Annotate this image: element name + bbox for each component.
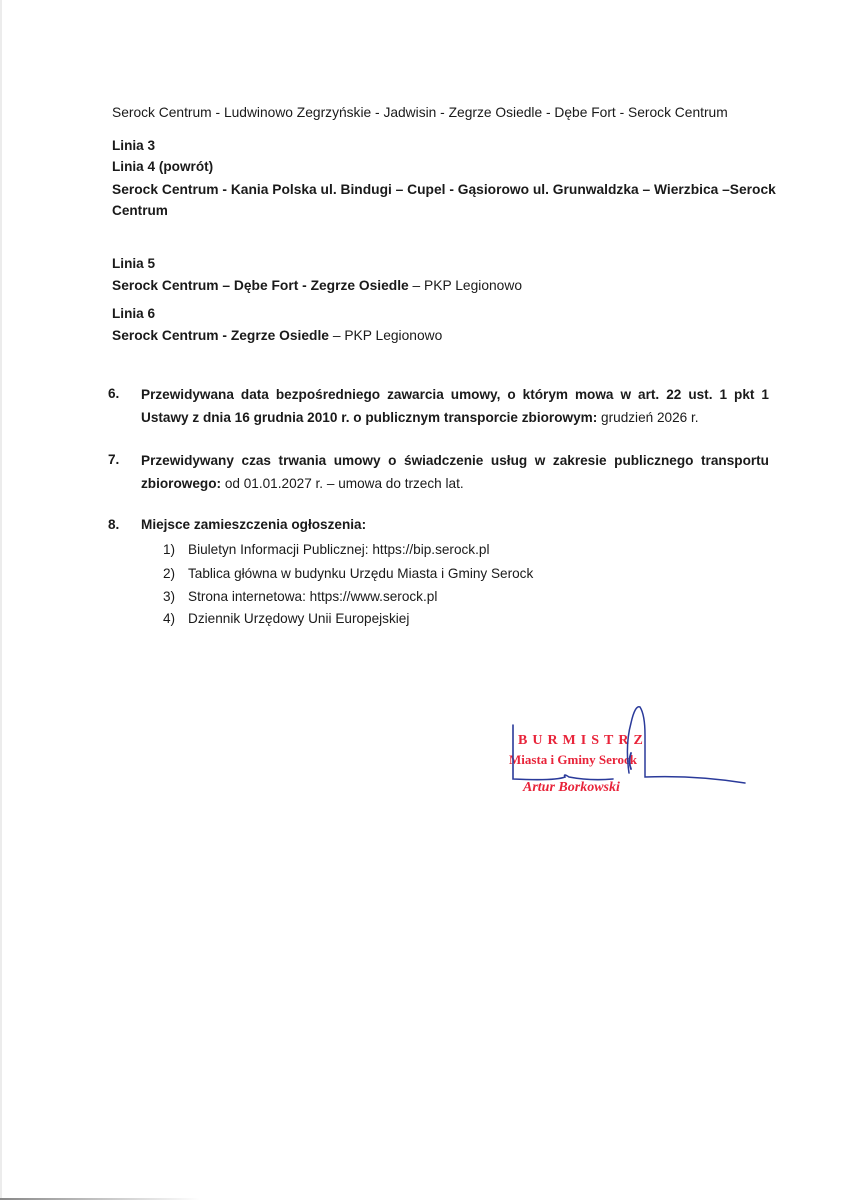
publication-place-item xyxy=(163,588,437,606)
line-3-label: Linia 3 xyxy=(112,138,156,153)
line-4-label: Linia 4 (powrót) xyxy=(112,159,214,174)
stamp-title: BURMISTRZ xyxy=(518,733,648,748)
route-line-6-stops: Serock Centrum - Zegrze Osiedle xyxy=(112,328,329,343)
route-line-5-stops: Serock Centrum – Dębe Fort - Zegrze Osiedle xyxy=(112,278,409,293)
item-text: Tablica główna w budynku Urzędu Miasta i Gminy Serock xyxy=(188,566,534,581)
route-line-3-4: Serock Centrum - Kania Polska ul. Bindugi – Cupel - Gąsiorowo ul. Grunwaldzka – Wierzbica –Serock xyxy=(112,182,776,197)
publication-place-item xyxy=(163,541,489,559)
item-text: Biuletyn Informacji Publicznej: https://bip.serock.pl xyxy=(188,542,490,557)
line-5-label: Linia 5 xyxy=(112,256,156,271)
item-text: Strona internetowa: https://www.serock.pl xyxy=(188,589,438,604)
stamp-subtitle: Miasta i Gminy Serock xyxy=(509,752,637,767)
item-number: 3) xyxy=(163,589,176,604)
section-7-value: od 01.01.2027 r. – umowa do trzech lat. xyxy=(221,476,464,491)
route-line-6 xyxy=(112,327,442,345)
scan-edge-left xyxy=(0,0,2,1200)
publication-place-item xyxy=(163,565,533,583)
stamp-name: Artur Borkowski xyxy=(523,780,620,795)
route-line-5-destination: – PKP Legionowo xyxy=(408,278,522,293)
item-number: 2) xyxy=(163,566,176,581)
section-7-text xyxy=(141,449,769,495)
publication-place-item xyxy=(163,610,409,628)
section-6-value: grudzień 2026 r. xyxy=(597,410,699,425)
item-text: Dziennik Urzędowy Unii Europejskiej xyxy=(188,611,410,626)
item-number: 1) xyxy=(163,542,176,557)
section-6-heading: Przewidywana data bezpośredniego zawarcia umowy, o którym mowa w art. 22 ust. 1 pkt 1 Ustawy z dnia 16 grudnia 2010 r. o publicznym transporcie zbiorowym: xyxy=(141,387,769,425)
section-8-number: 8. xyxy=(108,517,120,532)
line-6-label: Linia 6 xyxy=(112,306,156,321)
item-number: 4) xyxy=(163,611,176,626)
section-8-heading: Miejsce zamieszczenia ogłoszenia: xyxy=(141,517,367,532)
route-line-6-destination: – PKP Legionowo xyxy=(328,328,443,343)
section-6-text xyxy=(141,383,769,429)
mayor-stamp xyxy=(495,695,755,810)
route-line-5 xyxy=(112,277,522,295)
route-line-3-4-cont: Centrum xyxy=(112,203,168,218)
section-6-number: 6. xyxy=(108,386,120,401)
section-7-heading: Przewidywany czas trwania umowy o świadczenie usług w zakresie publicznego transportu zbiorowego: xyxy=(141,453,769,491)
route-line-1-2: Serock Centrum - Ludwinowo Zegrzyńskie - Jadwisin - Zegrze Osiedle - Dębe Fort - Serock Centrum xyxy=(112,105,728,120)
handwritten-signature xyxy=(495,695,755,810)
section-7-number: 7. xyxy=(108,452,120,467)
